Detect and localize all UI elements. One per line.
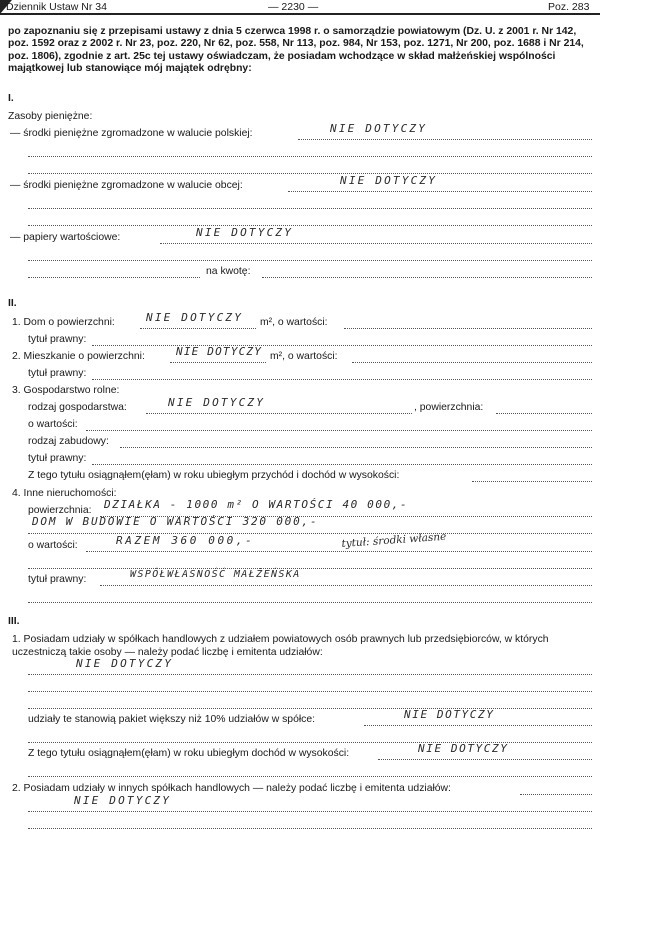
- flat-unit: m², o wartości:: [270, 351, 338, 362]
- other-shares-line-2[interactable]: [28, 827, 592, 829]
- foreign-line[interactable]: [288, 190, 592, 192]
- farm-title-line[interactable]: [92, 463, 592, 465]
- position-number: Poz. 283: [548, 1, 590, 13]
- other-area-line-2[interactable]: [28, 532, 592, 534]
- farm-label: 3. Gospodarstwo rolne:: [12, 385, 120, 396]
- header-rule: [0, 13, 600, 15]
- pln-line-3[interactable]: [28, 172, 592, 174]
- intro-paragraph: po zapoznaniu się z przepisami ustawy z dnia 5 czerwca 1998 r. o samorządzie powiatowym (Dz. U. z 2001 r. Nr 142, poz. 1592 oraz z 2002 r. Nr 23, poz. 220, Nr 62, poz. 558, Nr 113, poz. 984, Nr 153, poz. 1271, Nr 200, poz. 1688 i Nr 214, poz. 1806), zgodnie z art. 25c tej ustawy oświadczam, że posiadam wchodzące w skład małżeńskiej wspólności majątkowej lub stanowiące mój majątek odrębny:: [8, 26, 584, 74]
- shares-question-2: 2. Posiadam udziały w innych spółkach handlowych — należy podać liczbę i emitenta udziałów:: [12, 783, 451, 794]
- flat-title-label: tytuł prawny:: [28, 368, 87, 379]
- journal-title: Dziennik Ustaw Nr 34: [6, 1, 107, 13]
- flat-value-line[interactable]: [352, 361, 592, 363]
- section-2-numeral: II.: [8, 298, 17, 309]
- amount-lead-line[interactable]: [28, 276, 200, 278]
- other-value-line-2[interactable]: [28, 567, 592, 569]
- shares-value-1: NIE DOTYCZY: [76, 657, 174, 670]
- farm-building-line[interactable]: [120, 446, 592, 448]
- page-number: — 2230 —: [268, 1, 319, 13]
- amount-line[interactable]: [262, 276, 592, 278]
- other-value-value: RAZEM 360 000,-: [116, 534, 255, 547]
- other-property-label: 4. Inne nieruchomości:: [12, 488, 117, 499]
- amount-label: na kwotę:: [206, 266, 251, 277]
- pln-value: NIE DOTYCZY: [330, 122, 428, 135]
- securities-label: — papiery wartościowe:: [10, 232, 121, 243]
- house-area-line[interactable]: [140, 327, 256, 329]
- foreign-value: NIE DOTYCZY: [340, 174, 438, 187]
- other-area-line1: DZIAŁKA - 1000 m² O WARTOŚCI 40 000,-: [104, 498, 409, 511]
- pln-label: — środki pieniężne zgromadzone w walucie polskiej:: [10, 128, 253, 139]
- pln-line-2[interactable]: [28, 155, 592, 157]
- flat-area-line[interactable]: [170, 361, 266, 363]
- money-heading: Zasoby pieniężne:: [8, 111, 93, 122]
- section-1-numeral: I.: [8, 93, 14, 104]
- other-shares-tail-line[interactable]: [520, 793, 592, 795]
- other-title-value: WSPÓŁWŁASNOŚĆ MAŁŻEŃSKA: [130, 569, 301, 580]
- house-title-label: tytuł prawny:: [28, 334, 87, 345]
- other-title-line-2[interactable]: [28, 601, 592, 603]
- shares-line-3[interactable]: [28, 707, 592, 709]
- stake-line[interactable]: [364, 724, 592, 726]
- other-shares-value: NIE DOTYCZY: [74, 794, 172, 807]
- section-3-numeral: III.: [8, 616, 20, 627]
- flat-title-line[interactable]: [92, 378, 592, 380]
- farm-type-line[interactable]: [146, 412, 412, 414]
- shares-line-2[interactable]: [28, 690, 592, 692]
- farm-income-label: Z tego tytułu osiągnąłem(ęłam) w roku ubiegłym przychód i dochód w wysokości:: [28, 470, 400, 481]
- securities-value: NIE DOTYCZY: [196, 226, 294, 239]
- flat-label: 2. Mieszkanie o powierzchni:: [12, 351, 145, 362]
- farm-title-label: tytuł prawny:: [28, 453, 87, 464]
- farm-type-value: NIE DOTYCZY: [168, 396, 266, 409]
- shares-income-line-2[interactable]: [28, 775, 592, 777]
- house-value: NIE DOTYCZY: [146, 311, 244, 324]
- farm-building-label: rodzaj zabudowy:: [28, 436, 109, 447]
- flat-value: NIE DOTYCZY: [176, 345, 263, 358]
- other-area-label: powierzchnia:: [28, 505, 92, 516]
- stake-label: udziały te stanowią pakiet większy niż 10% udziałów w spółce:: [28, 714, 316, 725]
- other-shares-line-1[interactable]: [28, 810, 592, 812]
- foreign-label: — środki pieniężne zgromadzone w walucie obcej:: [10, 180, 243, 191]
- other-title-label: tytuł prawny:: [28, 574, 87, 585]
- farm-area-line[interactable]: [496, 412, 592, 414]
- shares-income-value: NIE DOTYCZY: [418, 742, 509, 755]
- foreign-line-3[interactable]: [28, 224, 592, 226]
- shares-question-1: 1. Posiadam udziały w spółkach handlowych z udziałem powiatowych osób prawnych lub przedsiębiorców, w których uczestniczą takie osoby — należy podać liczbę i emitenta udziałów:: [12, 634, 549, 658]
- house-title-line[interactable]: [92, 344, 592, 346]
- other-title-line[interactable]: [100, 584, 592, 586]
- farm-value-label: o wartości:: [28, 419, 78, 430]
- other-area-line2: DOM W BUDOWIE O WARTOŚCI 320 000,-: [32, 515, 319, 528]
- stake-value: NIE DOTYCZY: [404, 708, 495, 721]
- foreign-line-2[interactable]: [28, 207, 592, 209]
- securities-line-2[interactable]: [28, 259, 592, 261]
- other-value-line[interactable]: [86, 550, 592, 552]
- farm-type-label: rodzaj gospodarstwa:: [28, 402, 127, 413]
- shares-income-label: Z tego tytułu osiągnąłem(ęłam) w roku ubiegłym dochód w wysokości:: [28, 748, 350, 759]
- other-value-note: tytuł: środki własne: [341, 530, 447, 550]
- other-value-label: o wartości:: [28, 540, 78, 551]
- house-label: 1. Dom o powierzchni:: [12, 317, 115, 328]
- farm-area-label: , powierzchnia:: [414, 402, 484, 413]
- securities-line[interactable]: [160, 242, 592, 244]
- shares-income-line[interactable]: [378, 758, 592, 760]
- house-value-line[interactable]: [344, 327, 592, 329]
- farm-income-line[interactable]: [472, 480, 592, 482]
- farm-value-line[interactable]: [86, 429, 592, 431]
- house-unit: m², o wartości:: [260, 317, 328, 328]
- page-header: [0, 0, 600, 16]
- shares-line-1[interactable]: [28, 673, 592, 675]
- pln-line[interactable]: [298, 138, 592, 140]
